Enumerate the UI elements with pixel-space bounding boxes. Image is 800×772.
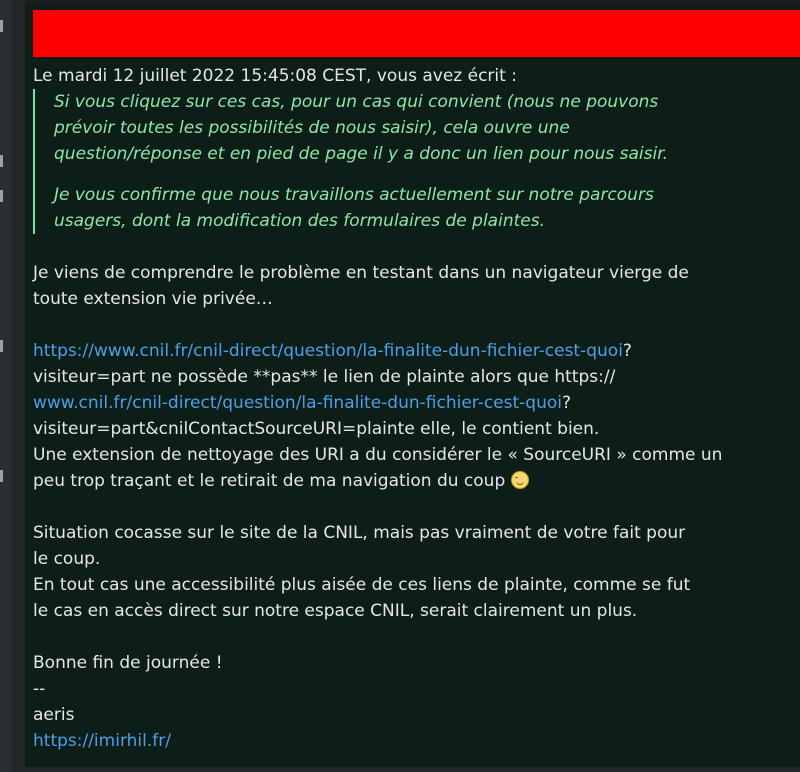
body-line: Une extension de nettoyage des URI a du considérer le « SourceURI » comme un [33,445,723,465]
signature-link-line [33,728,793,754]
body-line: visiteur=part&cnilContactSourceURI=plainte elle, le contient bien. [33,419,600,439]
quoted-text [33,89,793,234]
quote-line: Si vous cliquez sur ces cas, pour un cas qui convient (nous ne pouvons [54,92,659,112]
edge-marker [0,340,3,352]
body-line: www.cnil.fr/cnil-direct/question/la-finalite-dun-fichier-cest-quoi? [33,393,572,413]
body-line: visiteur=part ne possède **pas** le lien de plainte alors que https:// [33,367,616,387]
message-body [33,63,793,754]
left-panel-edge [0,0,12,772]
body-line: le cas en accès direct sur notre espace CNIL, serait clairement un plus. [33,601,638,621]
cnil-link[interactable]: www.cnil.fr/cnil-direct/question/la-finalite-dun-fichier-cest-quoi [33,393,562,413]
quote-attribution: Le mardi 12 juillet 2022 15:45:08 CEST, vous avez écrit : [33,66,517,86]
edge-marker [0,20,3,32]
body-line: https://www.cnil.fr/cnil-direct/question/la-finalite-dun-fichier-cest-quoi? [33,341,632,361]
header-banner [33,10,800,57]
body-line: peu trop traçant et le retirait de ma navigation du coup [33,468,793,494]
signature-name: aeris [33,705,75,725]
signature-link[interactable]: https://imirhil.fr/ [33,731,171,751]
bottom-edge [25,767,800,772]
closing-line: Bonne fin de journée ! [33,653,223,673]
edge-marker [0,470,3,482]
quote-line: question/réponse et en pied de page il y a donc un lien pour nous saisir. [54,144,669,164]
smiling-face-icon [511,471,529,489]
cnil-link[interactable]: https://www.cnil.fr/cnil-direct/question/la-finalite-dun-fichier-cest-quoi [33,341,623,361]
body-line: le coup. [33,549,101,569]
message-viewer [25,5,800,767]
signature-separator: -- [33,679,46,699]
body-line: toute extension vie privée… [33,289,273,309]
body-line: Situation cocasse sur le site de la CNIL, mais pas vraiment de votre fait pour [33,523,686,543]
body-line: Je viens de comprendre le problème en testant dans un navigateur vierge de [33,263,689,283]
quote-line: usagers, dont la modification des formulaires de plaintes. [54,211,545,231]
body-line: En tout cas une accessibilité plus aisée de ces liens de plainte, comme se fut [33,575,691,595]
edge-marker [0,155,3,167]
quote-line: prévoir toutes les possibilités de nous saisir), cela ouvre une [54,118,570,138]
quote-line: Je vous confirme que nous travaillons actuellement sur notre parcours [54,185,654,205]
edge-marker [0,190,3,202]
scroll-gutter [12,0,25,772]
